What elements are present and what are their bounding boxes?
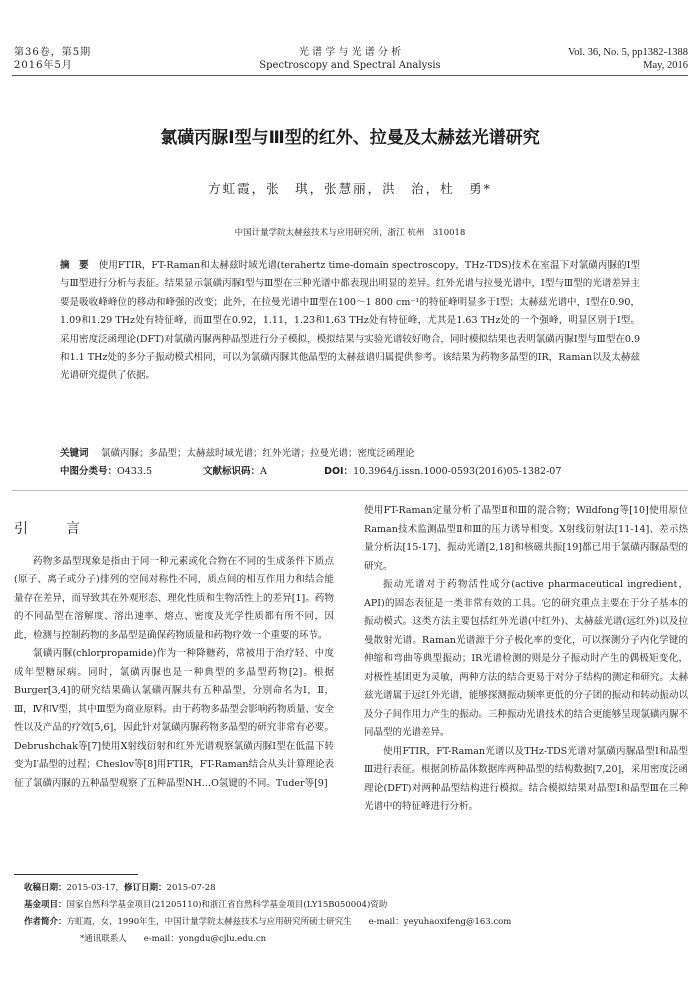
revised-label: 修订日期：: [124, 883, 167, 893]
bio-text: 方虹霞，女，1990年生，中国计量学院太赫兹技术与应用研究所硕士研究生 e-mail：yeyuhaoxifeng@163.com: [66, 917, 512, 927]
issue-volume: 第36卷，第5期: [14, 47, 92, 58]
keywords-label: 关键词: [60, 448, 89, 459]
doi-value: 10.3964/j.issn.1000-0593(2016)05-1382-07: [353, 466, 562, 477]
journal-volume-en: [568, 46, 688, 72]
revised-date: 2015-07-28: [166, 883, 216, 893]
journal-title-cn: 光 谱 学 与 光 谱 分 析: [298, 47, 402, 58]
paragraph: 药物多晶型现象是指由于同一种元素或化合物在不同的生成条件下质点(原子、离子或分子)排列的空间对称性不同，质点间的相互作用力和结合能量存在差异，而导致其在外观形态、理化性质和生物活性上的差异[1]。药物的不同晶型在溶解度、溶出速率、熔点、密度及光学性质都有所不同，因此，检测与控制药物的多晶型是确保药物质量和药物疗效一个重要的环节。: [14, 555, 334, 641]
fund-text: 国家自然科学基金项目(21205110)和浙江省自然科学基金项目(LY15B050004)资助: [66, 900, 388, 910]
issue-date: 2016年5月: [14, 60, 73, 71]
corresponding-author: *通讯联系人 e-mail：yongdu@cjlu.edu.cn: [80, 934, 267, 944]
doccode-value: A: [260, 466, 267, 477]
section-heading: 引 言: [14, 521, 92, 537]
doccode-label: 文献标识码：: [203, 466, 261, 477]
abstract-label: 摘 要: [60, 260, 89, 271]
section-divider: [12, 490, 688, 491]
clc-label: 中图分类号：: [60, 466, 118, 477]
paragraph: 振动光谱对于药物活性成分(active pharmaceutical ingredient，API)的固态表征是一类非常有效的工具。它的研究重点主要在于分子基本的振动模式。这类方法主要包括红外光谱(中红外)、太赫兹光谱(远红外)以及拉曼散射光谱。Raman光谱源于分子极化率的变化，可以探测分子内化学键的伸缩和弯曲等典型振动；IR光谱检测的则是分子振动时产生的偶极矩变化，对极性基团更为灵敏，两种方法的结合更易于对分子结构的测定和研究。太赫兹光谱属于远红外光谱，能够探测振动频率更低的分子团的振动和转动振动以及分子间作用力产生的振动。三种振动光谱技术的结合更能够呈现氯磺丙脲不同晶型的光谱差异。: [364, 579, 688, 738]
paragraph: 使用FTIR，FT-Raman光谱以及THz-TDS光谱对氯磺丙脲晶型Ⅰ和晶型Ⅲ进行表征。根据剑桥晶体数据库两种晶型的结构数据[7,20]，采用密度泛函理论(DFT)对两种晶型结构进行模拟。结合模拟结果对晶型Ⅰ和晶型Ⅲ在三种光谱中的特征峰进行分析。: [364, 745, 688, 812]
doi-label: DOI：: [324, 466, 354, 477]
paragraph: 使用FT-Raman定量分析了晶型Ⅱ和Ⅲ的混合物；Wildfong等[10]使用原位Raman技术监测晶型Ⅱ和Ⅲ的压力诱导相变。X射线衍射法[11-14]、差示热量分析法[15-17]、振动光谱[2,18]和核磁共振[19]都已用于氯磺丙脲晶型的研究。: [364, 505, 688, 572]
left-column: [14, 520, 334, 793]
paper-title: 氯磺丙脲Ⅰ型与Ⅲ型的红外、拉曼及太赫兹光谱研究: [160, 128, 540, 148]
journal-title-en: Spectroscopy and Spectral Analysis: [259, 60, 441, 71]
abstract-text: 使用FTIR，FT-Raman和太赫兹时域光谱(terahertz time-domain spectroscopy，THz-TDS)技术在室温下对氯磺丙脲的Ⅰ型与Ⅲ型进行分析与表征。结果显示氯磺丙脲Ⅰ型与Ⅲ型在三种光谱中都表现出明显的差异。红外光谱与拉曼光谱中，Ⅰ型与Ⅲ型的光谱差异主要是吸收峰峰位的移动和峰强的改变；此外，在拉曼光谱中Ⅲ型在100～1 800 cm⁻¹的特征峰明显多于Ⅰ型；太赫兹光谱中，Ⅰ型在0.90，1.09和1.29 THz处有特征峰，而Ⅲ型在0.92，1.11，1.23和1.63 THz处有特征峰，尤其是1.63 THz处的一个强峰，明显区别于Ⅰ型。采用密度泛函理论(DFT)对氯磺丙脲两种晶型进行分子模拟，模拟结果与实验光谱较好吻合，同时模拟结果也表明氯磺丙脲Ⅰ型与Ⅲ型在0.9和1.1 THz处的多分子振动模式相同，可以为氯磺丙脲其他晶型的太赫兹谱归属提供参考。该结果为药物多晶型的IR，Raman以及太赫兹光谱研究提供了依据。: [60, 260, 640, 382]
volume-pages: Vol. 36, No. 5, pp1382-1388: [568, 47, 688, 58]
paragraph: 氯磺丙脲(chlorpropamide)作为一种降糖药，常被用于治疗轻、中度成年型糖尿病。同时，氯磺丙脲也是一种典型的多晶型药物[2]。根据Burger[3,4]的研究结果确认氯磺丙脲共有五种晶型，分别命名为Ⅰ，Ⅱ，Ⅲ，Ⅳ和Ⅴ型，其中Ⅲ型为商业原料。由于药物多晶型会影响药物质量、安全性以及产品的疗效[5,6]，因此针对氯磺丙脲药物多晶型的研究非常有必要。Debrushchak等[7]使用X射线衍射和红外光谱观察氯磺丙脲Ⅰ型在低温下转变为Ⅰ′晶型的过程；Cheslov等[8]用FTIR，FT-Raman结合从头计算理论表征了氯磺丙脲的五种晶型观察了五种晶型NH…O氢键的不同。Tuder等[9]: [14, 648, 334, 789]
keywords-text: 氯磺丙脲；多晶型；太赫兹时域光谱；红外光谱；拉曼光谱；密度泛函理论: [101, 448, 415, 459]
volume-date: May, 2016: [643, 60, 688, 71]
received-date: 2015-03-17，: [66, 883, 125, 893]
affiliation: 中国计量学院太赫兹技术与应用研究所，浙江 杭州 310018: [234, 228, 466, 238]
clc-value: O433.5: [117, 466, 153, 477]
header-divider: [12, 75, 688, 76]
bio-label: 作者简介：: [24, 917, 67, 927]
author-list: 方虹霞，张 琪，张慧丽，洪 治，杜 勇*: [208, 181, 492, 196]
received-label: 收稿日期：: [24, 883, 67, 893]
footnote-divider: [14, 874, 138, 875]
right-column: [364, 502, 688, 817]
footnotes: [24, 880, 684, 948]
fund-label: 基金项目：: [24, 900, 67, 910]
abstract: [60, 257, 640, 386]
keywords-block: [60, 445, 640, 481]
